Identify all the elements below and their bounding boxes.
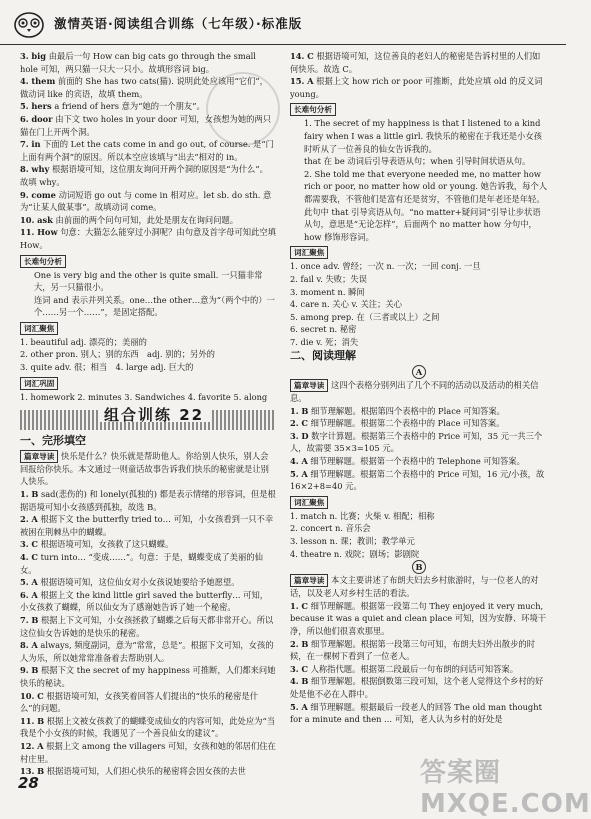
banner-title: 组合训练 22	[98, 409, 210, 422]
answer-paragraph: 2. B 细节理解题。根据第一段第三句可知，布朗夫妇外出散步的时候，在一棵树下看到了一位老人。	[290, 638, 535, 662]
passage-b-answers	[290, 600, 548, 726]
page-number: 28	[18, 774, 39, 792]
answer-paragraph: 5. A 细节理解题。根据第二个表格中的 Price 可知，16 元/小孩，故 16×2+8=40 元。	[290, 468, 545, 492]
long-sentence-heading-right: 长难句分析	[290, 103, 548, 116]
answer-paragraph: 4. them 前面的 She has two cats(猫). 说明此处应该用“它们”，做动词 like 的宾语，故填 them。	[20, 76, 268, 99]
answer-paragraph: 1. C 细节理解题。根据第一段第二句 They enjoyed it very much, because it was a quiet and clean place 可知，因为安静、环境干净，所以他们很喜欢那里。	[290, 600, 547, 636]
answer-paragraph: 12. A 根据上文 among the villagers 可知，女孩和她的邻居们住在村庄里。	[20, 740, 276, 764]
vocab-list-right	[290, 260, 548, 348]
answer-paragraph: 7. in 下面的 Let the cats come in and go out, of course. 是“门上面有两个洞”的原因。所以本空应该填与“出去”相对的 in。	[20, 139, 274, 162]
answer-paragraph: 2. C 细节理解题。根据第二个表格中的 Place 可知答案。	[290, 418, 505, 429]
vocab-item: 3. moment n. 瞬间	[290, 286, 365, 297]
right-top-answers	[290, 50, 548, 100]
vocab-item: 1. beautiful adj. 漂亮的；美丽的	[20, 336, 147, 347]
answer-paragraph: 6. door 由下文 two holes in your door 可知，女孩想为她的两只猫在门上开两个洞。	[20, 113, 272, 137]
answer-paragraph: 3. C 人称指代题。根据第二段最后一句布朗的问话可知答案。	[290, 663, 518, 674]
header-title: 激情英语·阅读组合训练（七年级）·标准版	[54, 16, 303, 31]
vocab-item: 1. once adv. 曾经；一次 n. 一次；一回 conj. 一旦	[290, 261, 481, 272]
answer-paragraph: 13. B 根据语境可知，人们担心快乐的秘密将会因女孩的去世	[20, 766, 246, 777]
section-cloze-title: 一、完形填空	[20, 434, 86, 448]
answer-paragraph: 10. C 根据语境可知，女孩笑着回答人们提出的“快乐的秘密是什么”的问题。	[20, 690, 258, 714]
vocab-heading: 词汇聚焦	[20, 322, 276, 335]
vocab-item: 7. die v. 死；消失	[290, 336, 359, 347]
answer-paragraph: 4. C turn into… “变成……”。句意：于是，蝴蝶变成了美丽的仙女。	[20, 552, 263, 575]
owl-logo-icon	[12, 8, 46, 38]
left-bottom-answers	[20, 488, 276, 778]
answer-paragraph: 15. A 根据上文 how rich or poor 可推断，此处应填 old 的反义词 young。	[290, 76, 543, 99]
long-sentence-heading: 长难句分析	[20, 255, 276, 268]
answer-paragraph: One is very big and the other is quite small. 一只猫非常大，另一只猫很小。	[34, 269, 263, 293]
answer-paragraph: that 在 be 动词后引导表语从句；when 引导时间状语从句。	[304, 156, 531, 167]
consolidate-answers: 1. homework 2. minutes 3. Sandwiches 4. favorite 5. along	[20, 391, 268, 402]
header	[0, 0, 566, 45]
vocab-list	[20, 336, 276, 374]
vocab-item: 4. theatre n. 戏院；剧场；影剧院	[290, 548, 420, 559]
consolidate-heading: 词汇巩固	[20, 377, 276, 390]
answer-paragraph: 5. A 细节理解题。根据最后一段老人的回答 The old man thought for a minute and then ... 可知，老人认为乡村的好处是	[290, 701, 542, 725]
answer-paragraph: 11. B 根据上文被女孩救了的蝴蝶变成仙女的内容可知，此处应为“当我是个小女孩的时候，我遇见了一个善良仙女的建议”。	[20, 715, 275, 739]
vocab-item: 4. care n. 关心 v. 关注；关心	[290, 299, 402, 310]
answer-paragraph: 连词 and 表示并列关系。one…the other…意为“（两个中的）一个……另一个……”，是固定搭配。	[34, 294, 275, 318]
answer-paragraph: 2. A 根据下文 the butterfly tried to… 可知，小女孩看到一只不幸被困在荆棘丛中的蝴蝶。	[20, 514, 274, 537]
answer-paragraph: 7. B 根据上下文可知，小女孩拯救了蝴蝶之后每天都非常开心。所以这位仙女告诉她的是快乐的秘密。	[20, 614, 274, 638]
answer-paragraph: 5. hers a friend of hers 意为“她的一个朋友”。	[20, 101, 205, 112]
answer-paragraph: 11. How 句意：大猫怎么能穿过小洞呢？由句意及首字母可知此空填 How。	[20, 227, 276, 250]
vocab-item: 3. quite adv. 很；相当 4. large adj. 巨大的	[20, 362, 194, 373]
answer-paragraph: 3. D 数字计算题。根据第三个表格中的 Price 可知，35 元一共三个人，故需要 35×3=105 元。	[290, 430, 543, 454]
vocab-item: 1. match n. 比赛；火柴 v. 相配；相称	[290, 510, 435, 521]
vocab-item: 2. fail v. 失败；失误	[290, 273, 367, 284]
vocab2-heading: 词汇聚焦	[290, 496, 548, 509]
answer-paragraph: 1. B 细节理解题。根据第四个表格中的 Place 可知答案。	[290, 405, 505, 416]
vocab2-list	[290, 510, 548, 560]
right-column	[290, 50, 548, 726]
answer-paragraph: 9. come 动词短语 go out 与 come in 相对应。let sb. do sth. 意为“让某人做某事”。故填动词 come。	[20, 189, 272, 213]
training-banner	[20, 407, 276, 433]
answer-paragraph: 9. B 根据下文 the secret of my happiness 可推断，人们都来问她快乐的秘诀。	[20, 665, 276, 688]
answer-paragraph: 3. big 由最后一句 How can big cats go through the small hole 可知，两只猫一只大一只小。故填形容词 big。	[20, 51, 256, 74]
answer-paragraph: 14. C 根据语境可知，这位善良的老妇人的秘密是告诉村里的人们如何快乐。故选 C。	[290, 51, 541, 74]
passage-b-label: B	[290, 560, 548, 574]
vocab-item: 5. among prep. 在（三者或以上）之间	[290, 311, 440, 322]
vocab-heading-right: 词汇聚焦	[290, 246, 548, 259]
section-reading-title: 二、阅读理解	[290, 349, 356, 363]
answer-paragraph: 2. She told me that everyone needed me, no matter how rich or poor, no matter how old or young. 她告诉我，每个人都需要我，不管他们是富有还是贫穷，不管他们是年老还是年轻。	[304, 168, 548, 204]
vocab-item: 2. other pron. 别人；别的东西 adj. 别的；另外的	[20, 349, 215, 360]
answer-paragraph: 8. why 根据语境可知，这位朋友询问开两个洞的原因是“为什么”。故填 why。	[20, 164, 268, 187]
vocab-item: 6. secret n. 秘密	[290, 324, 357, 335]
long-sentence-analysis-right	[290, 117, 548, 243]
guide-b: 篇章导读 本文主要讲述了布朗夫妇去乡村旅游时，与一位老人的对话，以及老人对乡村生活的看法。	[290, 575, 539, 599]
answer-paragraph: 6. A 根据上文 the kind little girl saved the butterfly… 可知，小女孩救了蝴蝶，所以仙女为了感谢她告诉了她一个秘密。	[20, 589, 269, 613]
vocab-item: 3. lesson n. 课；教训；教学单元	[290, 536, 415, 546]
guide-a: 篇章导读 这四个表格分别列出了几个不同的活动以及活动的相关信息。	[290, 380, 539, 404]
passage-a-answers	[290, 405, 548, 493]
answer-paragraph: 1. B sad(悲伤的) 和 lonely(孤独的) 都是表示情绪的形容词，但是根据语境可知小女孩感到孤独，故选 B。	[20, 489, 276, 512]
answer-paragraph: 3. C 根据语境可知，女孩救了这只蝴蝶。	[20, 539, 174, 550]
answer-paragraph: 4. B 细节理解题。根据倒数第三段可知，这个老人觉得这个乡村的好处是他不必在人群中。	[290, 676, 544, 699]
vocab-item: 2. concert n. 音乐会	[290, 523, 371, 534]
answer-paragraph: 10. ask 由前面的两个问句可知，此处是朋友在询问问题。	[20, 214, 239, 225]
guide-cloze: 篇章导读 快乐是什么？快乐就是帮助他人。你给别人快乐，别人会回报给你快乐。本文通过一则童话故事告诉我们快乐的秘密就是让别人快乐。	[20, 450, 269, 487]
long-sentence-analysis	[20, 269, 276, 319]
passage-a-label: A	[290, 365, 548, 379]
answer-paragraph: 1. The secret of my happiness is that I listened to a kind fairy when I was a little girl. 我快乐的秘密在于我还是小女孩时听从了一位善良的仙女告诉我的。	[304, 118, 542, 154]
answer-paragraph: 5. A 根据语境可知，这位仙女对小女孩说她要给予她愿望。	[20, 577, 240, 588]
answer-paragraph: 8. A always, 频度副词，意为“常常，总是”。根据下文可知，女孩的人为乐，所以她常常准备着去帮助别人。	[20, 640, 274, 663]
left-top-answers	[20, 50, 276, 252]
answer-paragraph: 4. A 细节理解题。根据第一个表格中的 Telephone 可知答案。	[290, 456, 525, 467]
answer-paragraph: 此句中 that 引导宾语从句。“no matter+疑问词”引导让步状语从句，意思是“无论怎样”，后面两个 no matter how 分句中，how 修饰形容词。	[304, 206, 541, 242]
watermark: 答案圈 MXQE.COM	[420, 758, 591, 819]
left-column	[20, 50, 276, 778]
